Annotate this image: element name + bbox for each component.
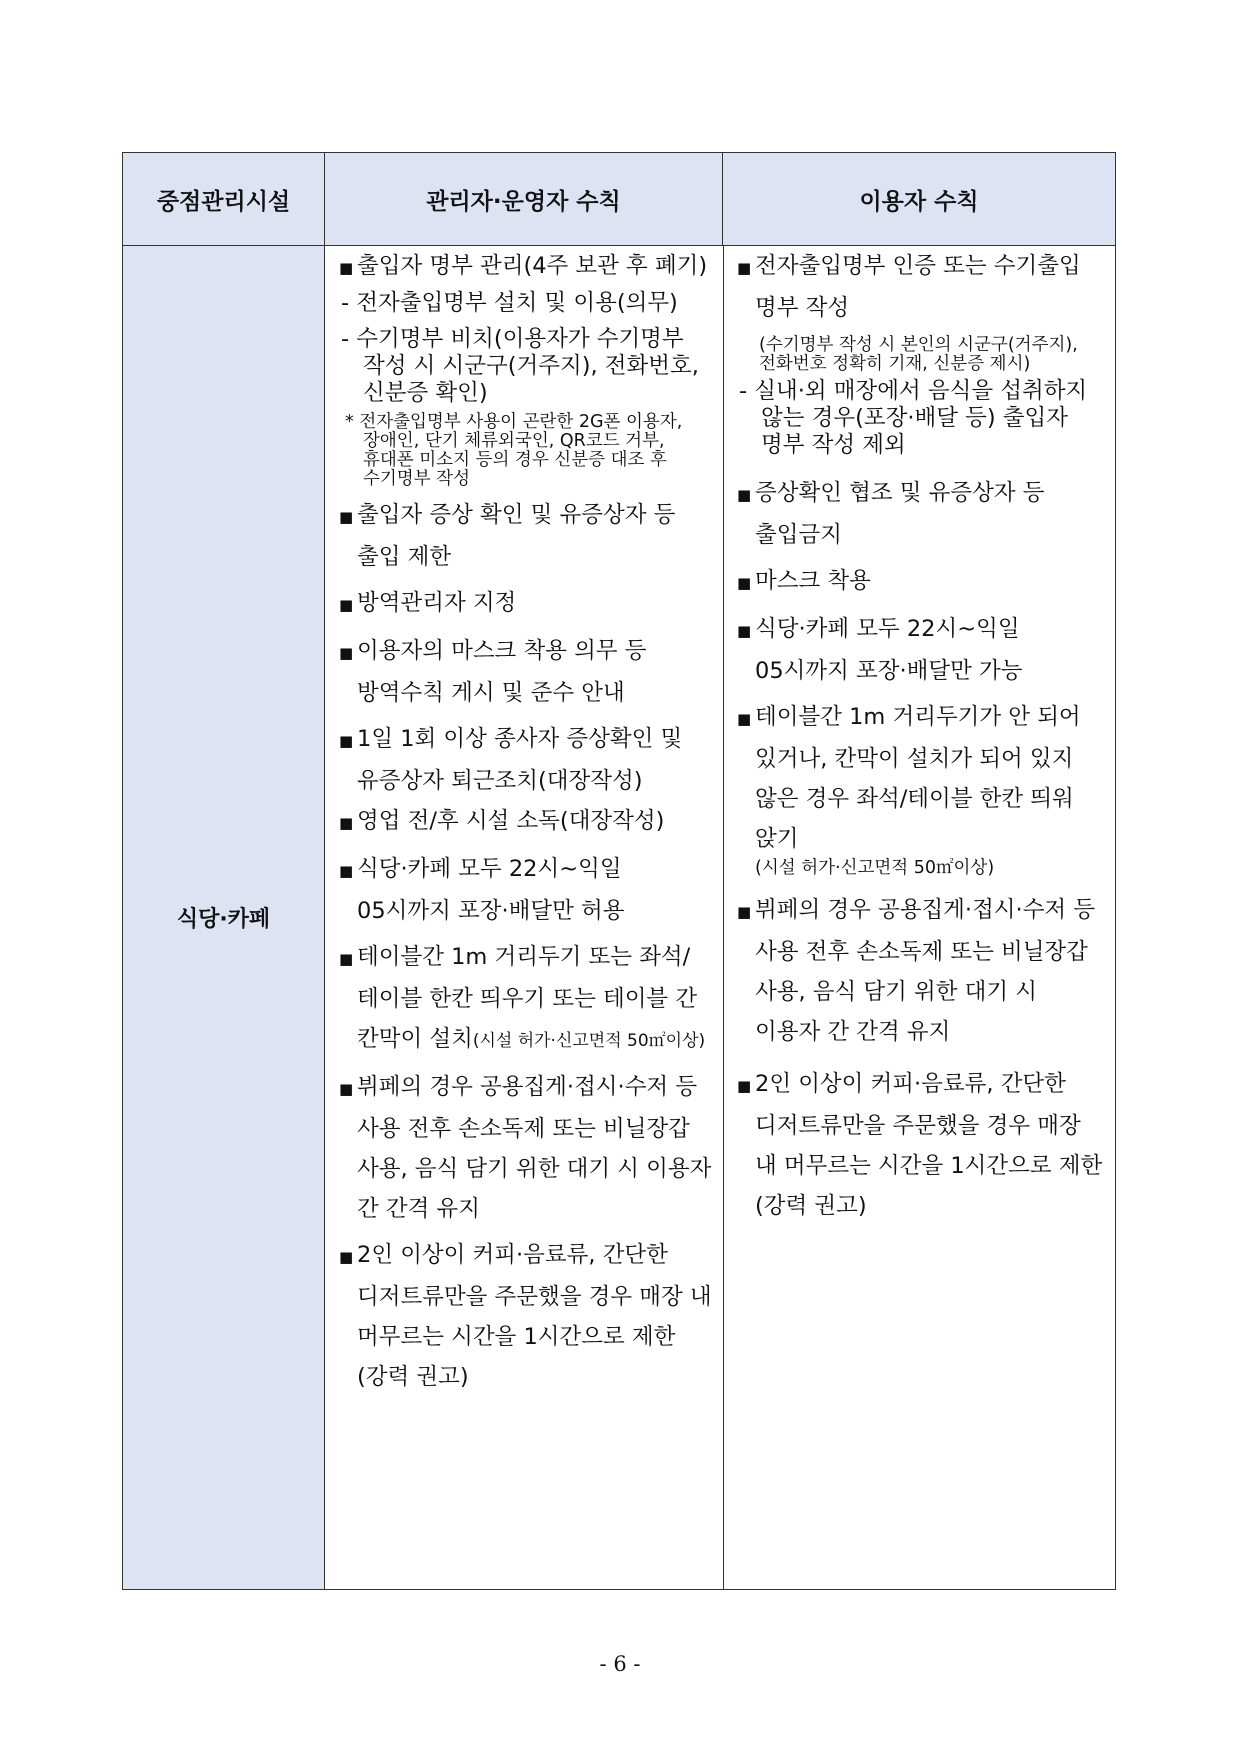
bullet-icon: ■: [339, 732, 354, 750]
operator-rule-7: ■ 식당·카페 모두 22시~익일 05시까지 포장·배달만 허용: [331, 849, 717, 931]
operator-rule-6: ■ 영업 전/후 시설 소독(대장작성): [331, 801, 717, 843]
operator-rule-2: ■ 출입자 증상 확인 및 유증상자 등 출입 제한: [331, 495, 717, 577]
bullet-icon: ■: [339, 862, 354, 880]
bullet-icon: ■: [339, 814, 354, 832]
header-facility: 중점관리시설: [123, 153, 325, 245]
bullet-icon: ■: [339, 596, 354, 614]
user-rule-1: ■ 전자출입명부 인증 또는 수기출입 명부 작성: [729, 246, 1109, 328]
bullet-icon: ■: [737, 486, 752, 504]
header-operator-rules: 관리자·운영자 수칙: [325, 153, 723, 245]
page-number: - 6 -: [599, 1652, 641, 1676]
operator-rule-8: ■ 테이블간 1m 거리두기 또는 좌석/테이블 한칸 띄우기 또는 테이블 간 칸막이 설치(시설 허가·신고면적 50㎡이상): [331, 937, 717, 1061]
category-cell: 식당·카페: [123, 246, 325, 1589]
operator-rules-column: [331, 246, 717, 1397]
bullet-icon: ■: [737, 903, 752, 921]
operator-rule-8-area-note: (시설 허가·신고면적 50㎡이상): [472, 1031, 706, 1051]
header-user-rules: 이용자 수칙: [723, 153, 1115, 245]
operator-rule-1-detail-1: - 전자출입명부 설치 및 이용(의무): [341, 290, 678, 316]
bullet-icon: ■: [737, 574, 752, 592]
bullet-icon: ■: [339, 644, 354, 662]
user-rule-6: ■ 뷔페의 경우 공용집게·접시·수저 등 사용 전후 손소독제 또는 비닐장갑 사용, 음식 담기 위한 대기 시 이용자 간 간격 유지: [729, 890, 1109, 1052]
bullet-icon: ■: [737, 622, 752, 640]
bullet-icon: ■: [339, 950, 354, 968]
user-rule-7: ■ 2인 이상이 커피·음료류, 간단한 디저트류만을 주문했을 경우 매장 내 머무르는 시간을 1시간으로 제한(강력 권고): [729, 1064, 1109, 1226]
operator-rule-9: ■ 뷔페의 경우 공용집게·접시·수저 등 사용 전후 손소독제 또는 비닐장갑 사용, 음식 담기 위한 대기 시 이용자 간 간격 유지: [331, 1067, 717, 1229]
bullet-icon: ■: [339, 1080, 354, 1098]
user-rule-5-area-note: (시설 허가·신고면적 50㎡이상): [755, 858, 995, 878]
user-rules-column: [729, 246, 1109, 1226]
user-rule-1-note: (수기명부 작성 시 본인의 시군구(거주지), 전화번호 정확히 기재, 신분증 제시): [759, 335, 1078, 374]
operator-rule-4: ■ 이용자의 마스크 착용 의무 등 방역수칙 게시 및 준수 안내: [331, 631, 717, 713]
bullet-icon: ■: [339, 259, 354, 277]
user-rule-2: ■ 증상확인 협조 및 유증상자 등 출입금지: [729, 473, 1109, 555]
user-rule-3: ■ 마스크 착용: [729, 561, 1109, 603]
operator-rule-1-detail-2: - 수기명부 비치(이용자가 수기명부 작성 시 시군구(거주지), 전화번호, 신분증 확인): [341, 326, 699, 406]
user-rule-1-detail: - 실내·외 매장에서 음식을 섭취하지 않는 경우(포장·배달 등) 출입자 명부 작성 제외: [739, 378, 1088, 458]
operator-rule-1: ■ 출입자 명부 관리(4주 보관 후 폐기): [331, 246, 717, 288]
bullet-icon: ■: [737, 259, 752, 277]
operator-rule-10: ■ 2인 이상이 커피·음료류, 간단한 디저트류만을 주문했을 경우 매장 내 머무르는 시간을 1시간으로 제한 (강력 권고): [331, 1235, 717, 1397]
operator-rule-1-note: * 전자출입명부 사용이 곤란한 2G폰 이용자, 장애인, 단기 체류외국인, QR코드 거부, 휴대폰 미소지 등의 경우 신분증 대조 후 수기명부 작성: [345, 412, 683, 489]
bullet-icon: ■: [737, 1077, 752, 1095]
user-rule-4: ■ 식당·카페 모두 22시~익일 05시까지 포장·배달만 가능: [729, 609, 1109, 691]
bullet-icon: ■: [339, 1248, 354, 1266]
rules-table: [122, 152, 1116, 1590]
operator-rule-3: ■ 방역관리자 지정: [331, 583, 717, 625]
bullet-icon: ■: [339, 508, 354, 526]
user-rule-5: ■ 테이블간 1m 거리두기가 안 되어 있거나, 칸막이 설치가 되어 있지 않은 경우 좌석/테이블 한칸 띄워 앉기: [729, 697, 1109, 859]
operator-rule-5: ■ 1일 1회 이상 종사자 증상확인 및 유증상자 퇴근조치(대장작성): [331, 719, 717, 801]
bullet-icon: ■: [737, 710, 752, 728]
